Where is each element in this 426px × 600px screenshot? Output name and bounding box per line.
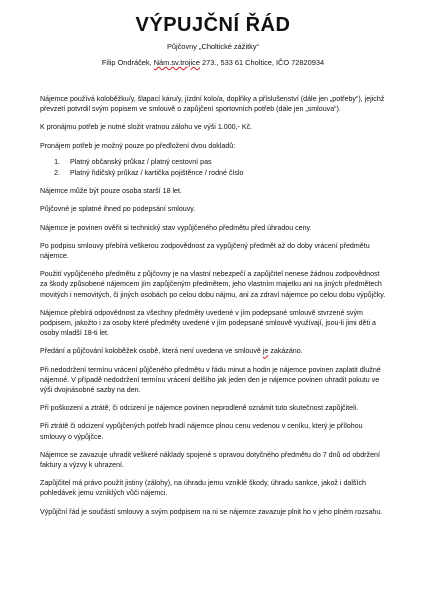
address-street: Nám.sv.trojice: [153, 58, 200, 67]
transfer-text-mark: je: [262, 347, 269, 356]
address-suffix: 273., 533 61 Choltice, IČO 72820934: [199, 58, 325, 67]
paragraph-deposit-use: Zapůjčitel má právo použít jistiny (zálohy), na úhradu jemu vzniklé škody, úhradu sankce, jakož i dalších pohledávek jemu vzniklých vůči nájemci.: [40, 479, 366, 498]
list-item-text: Platný občanský průkaz / platný cestovní pas: [70, 157, 212, 166]
paragraph-technical-check: Nájemce je povinen ověřit si technický stav vypůjčeného předmětu před úhradou ceny.: [40, 223, 312, 232]
list-item: [40, 168, 386, 178]
paragraph-repair: Nájemce se zavazuje uhradit veškeré náklady spojené s opravou dotyčného předmětu do 7 dnů od obdržení faktury a výzvy k uhrazení.: [40, 450, 380, 470]
paragraph-loss: Při ztrátě či odcizení vypůjčených potřeb hradí nájemce plnou cenu vedenou v ceníku, který je přílohou smlouvy o výpůjčce.: [40, 422, 363, 441]
paragraph-age: Nájemce může být pouze osoba starší 18 let.: [40, 187, 182, 196]
document-title: VÝPUJČNÍ ŘÁD: [135, 14, 291, 36]
company-address: [40, 58, 386, 68]
transfer-text-start: Předání a půjčování koloběžek osobě, která není uvedena ve smlouvě: [40, 347, 263, 356]
transfer-text-end: zakázáno.: [268, 347, 303, 356]
paragraph-responsibility: Po podpisu smlouvy přebírá veškerou zodpovědnost za vypůjčený předmět až do doby vrácení předmětu nájemce.: [40, 241, 370, 261]
paragraph-damage: Při poškození a ztrátě, či odcizení je nájemce povinen neprodleně oznámit tuto skutečnost zapůjčiteli.: [40, 404, 359, 413]
paragraph-late-return: Při nedodržení termínu vrácení půjčeného předmětu v řádu minut a hodin je nájemce povinen zaplatit dlužné nájemné. V případě nedodržení termínu vrácení delšího jak jeden den je nájemce povinen uhradit pokutu ve výši dvojnásobné sazby na den.: [40, 365, 381, 395]
document-body: [40, 94, 386, 517]
paragraph-deposit: K pronájmu potřeb je nutné složit vratnou zálohu ve výši 1.000,- Kč.: [40, 123, 253, 132]
address-prefix: Filip Ondráček,: [101, 58, 154, 67]
paragraph-usage: Nájemce používá koloběžku/y, šlapací káru/y, jízdní kolo/a, doplňky a příslušenství (dále jen „potřeby“), jejichž převzetí potvrdil svým popisem ve smlouvě o zapůjčení sportovních potřeb (dále jen „smlouva“).: [40, 95, 385, 114]
paragraph-documents: Pronájem potřeb je možný pouze po předložení dvou dokladů:: [40, 141, 236, 150]
list-item: [40, 157, 386, 167]
paragraph-persons: Nájemce přebírá odpovědnost za všechny předměty uvedené v jím podepsané smlouvě stvrzené svým podpisem, jakožto i za osoby které předměty uvedené v jím podepsané smlouvě využívají, jsou-li jimi děti a osoby mladší 18-ti let.: [40, 308, 376, 338]
paragraph-payment: Půjčovné je splatné ihned po podepsání smlouvy.: [40, 205, 196, 214]
list-item-text: Platný řidičský průkaz / kartička pojištěnce / rodné číslo: [70, 169, 244, 178]
paragraph-transfer: [40, 346, 386, 356]
list-item-number: 2.: [54, 169, 60, 178]
paragraph-liability: Použití vypůjčeného předmětu z půjčovny je na vlastní nebezpečí a zapůjčitel nenese žádnou zodpovědnost za škody způsobené nájemcem jím zapůjčeným předmětem, jeho vlastním majetku ani na jiných předmětech movitých i nemovitých, či jiných osobách po celou dobu nájmu, ani za zdraví nájemce po celou dobu výpůjčky.: [40, 270, 386, 299]
documents-list: [40, 157, 386, 178]
paragraph-agreement: Výpůjční řád je součástí smlouvy a svým podpisem na ni se nájemce zavazuje plnit ho v jeho plném rozsahu.: [40, 507, 383, 516]
list-item-number: 1.: [54, 157, 60, 166]
document-subtitle: Půjčovny „Choltické zážitky“: [166, 42, 259, 51]
